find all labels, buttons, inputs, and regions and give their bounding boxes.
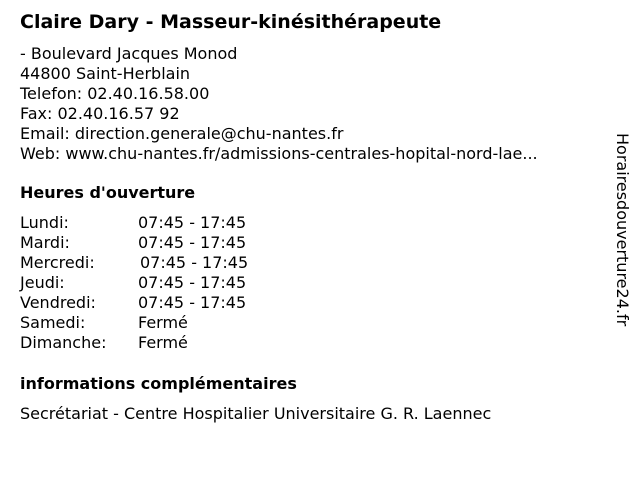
email-address: Email: direction.generale@chu-nantes.fr (20, 124, 344, 143)
additional-info-text: Secrétariat - Centre Hospitalier Universitaire G. R. Laennec (20, 404, 492, 423)
address-block (20, 44, 538, 164)
opening-hours-heading: Heures d'ouverture (20, 183, 196, 202)
time-value: 07:45 - 17:45 (138, 233, 247, 252)
hours-row-thursday (20, 273, 380, 293)
time-value: 07:45 - 17:45 (138, 213, 247, 232)
hours-row-sunday (20, 333, 380, 353)
page-title: Claire Dary - Masseur-kinésithérapeute (20, 11, 442, 33)
hours-row-wednesday (20, 253, 380, 273)
day-label: Dimanche: (20, 333, 107, 352)
day-label: Mardi: (20, 233, 70, 252)
site-watermark: Horairesdouverture24.fr (613, 133, 632, 327)
day-label: Mercredi: (20, 253, 95, 272)
street-address: - Boulevard Jacques Monod (20, 44, 238, 63)
opening-hours-table (20, 213, 380, 353)
day-label: Samedi: (20, 313, 86, 332)
hours-row-tuesday (20, 233, 380, 253)
fax-number: Fax: 02.40.16.57 92 (20, 104, 180, 123)
time-value: 07:45 - 17:45 (140, 253, 249, 272)
time-value: 07:45 - 17:45 (138, 273, 247, 292)
hours-row-saturday (20, 313, 380, 333)
time-value: Fermé (138, 333, 188, 352)
hours-row-friday (20, 293, 380, 313)
hours-row-monday (20, 213, 380, 233)
time-value: Fermé (138, 313, 188, 332)
day-label: Vendredi: (20, 293, 96, 312)
day-label: Lundi: (20, 213, 69, 232)
additional-info-heading: informations complémentaires (20, 374, 297, 393)
time-value: 07:45 - 17:45 (138, 293, 247, 312)
city: 44800 Saint-Herblain (20, 64, 191, 83)
website-link: Web: www.chu-nantes.fr/admissions-centrales-hopital-nord-lae... (20, 144, 538, 163)
day-label: Jeudi: (20, 273, 65, 292)
phone-number: Telefon: 02.40.16.58.00 (20, 84, 210, 103)
